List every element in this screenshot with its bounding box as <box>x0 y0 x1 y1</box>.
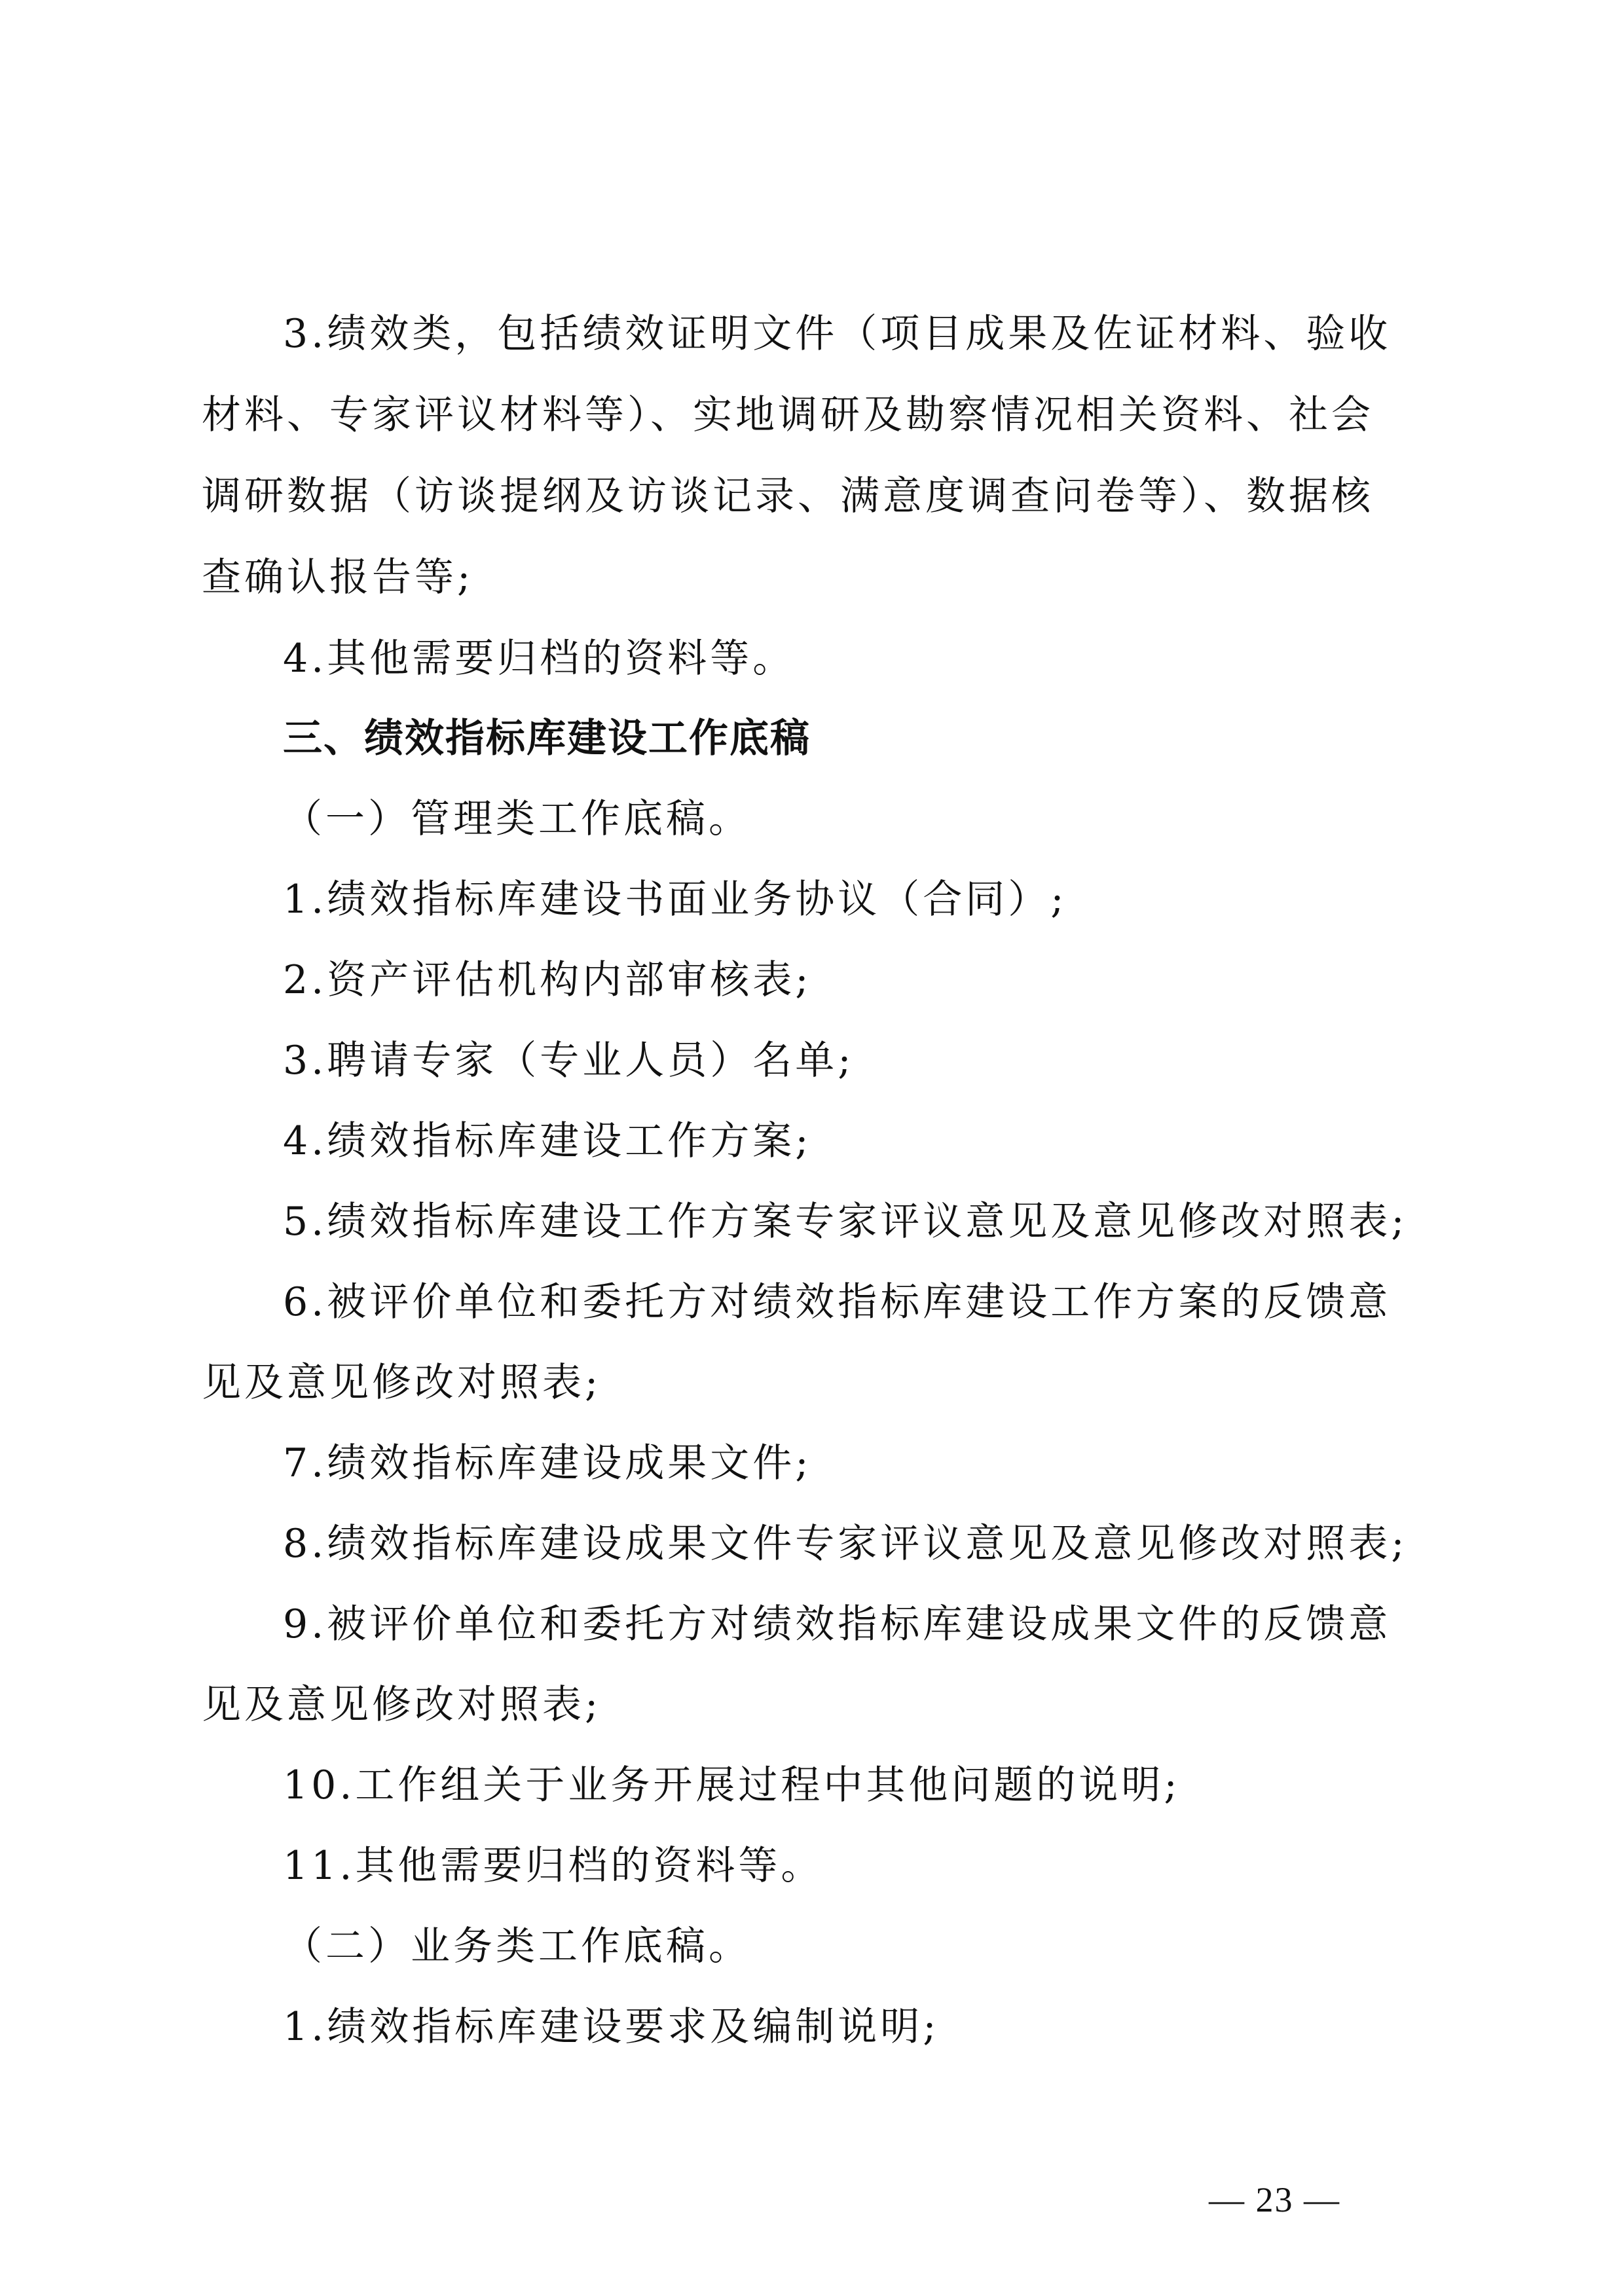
list-item-continuation: 见及意见修改对照表; <box>202 1360 602 1406</box>
list-item: 6.被评价单位和委托方对绩效指标库建设工作方案的反馈意 <box>283 1279 1392 1325</box>
paragraph-line: 查确认报告等; <box>202 555 474 600</box>
list-item: 7.绩效指标库建设成果文件; <box>283 1440 812 1486</box>
list-item: 5.绩效指标库建设工作方案专家评议意见及意见修改对照表; <box>283 1199 1408 1245</box>
list-item: 1.绩效指标库建设书面业务协议（合同）; <box>283 877 1067 922</box>
subsection-heading: （一）管理类工作底稿。 <box>283 796 751 842</box>
list-item: 11.其他需要归档的资料等。 <box>283 1843 824 1889</box>
list-item: 4.绩效指标库建设工作方案; <box>283 1118 812 1164</box>
subsection-heading: （二）业务类工作底稿。 <box>283 1923 751 1969</box>
list-item: 10.工作组关于业务开展过程中其他问题的说明; <box>283 1762 1181 1808</box>
section-heading: 三、绩效指标库建设工作底稿 <box>283 716 811 761</box>
paragraph-line: 调研数据（访谈提纲及访谈记录、满意度调查问卷等）、数据核 <box>202 473 1374 519</box>
list-item: 2.资产评估机构内部审核表; <box>283 957 812 1003</box>
paragraph-line: 材料、专家评议材料等）、实地调研及勘察情况相关资料、社会 <box>202 392 1374 438</box>
paragraph-line: 3.绩效类，包括绩效证明文件（项目成果及佐证材料、验收 <box>283 311 1392 357</box>
list-item-continuation: 见及意见修改对照表; <box>202 1682 602 1728</box>
list-item: 9.被评价单位和委托方对绩效指标库建设成果文件的反馈意 <box>283 1601 1392 1647</box>
paragraph-line: 4.其他需要归档的资料等。 <box>283 636 796 682</box>
page-number: — 23 — <box>1209 2180 1340 2219</box>
list-item: 8.绩效指标库建设成果文件专家评议意见及意见修改对照表; <box>283 1521 1408 1567</box>
list-item: 1.绩效指标库建设要求及编制说明; <box>283 2004 940 2050</box>
list-item: 3.聘请专家（专业人员）名单; <box>283 1038 855 1084</box>
